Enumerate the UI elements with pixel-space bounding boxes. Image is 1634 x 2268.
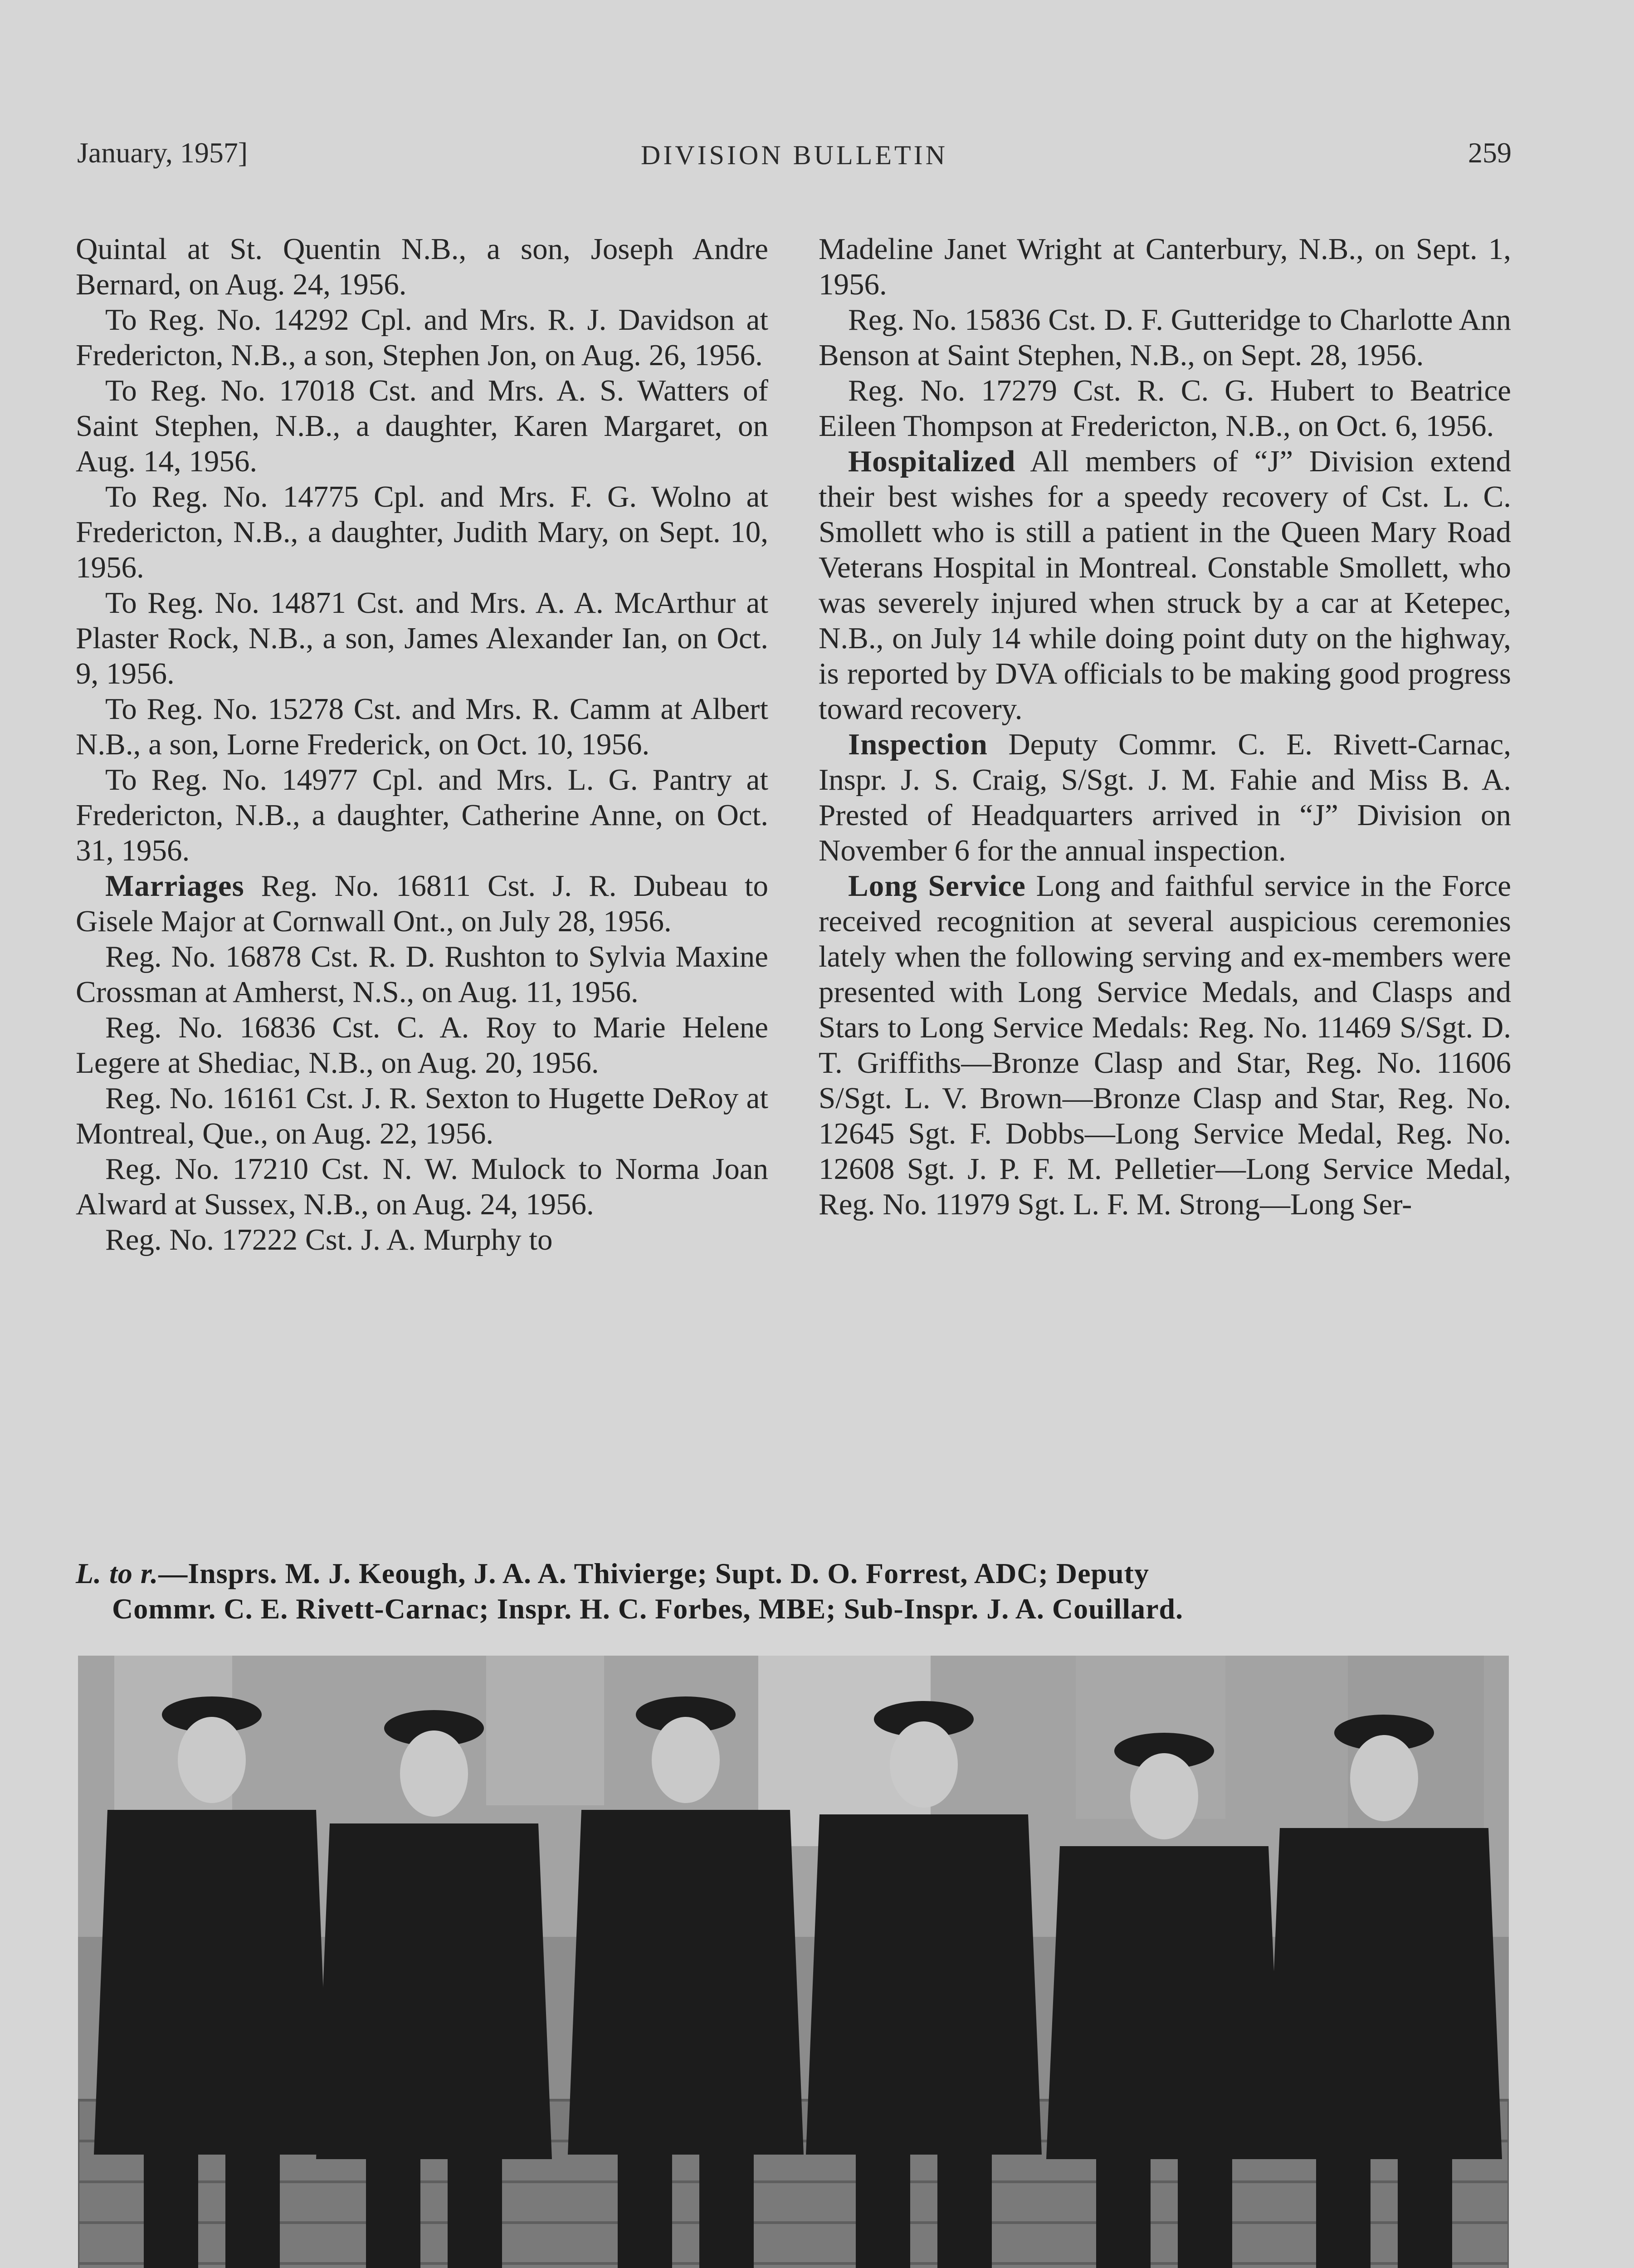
paragraph-text: Long and faithful service in the Force received recognition at several auspicious ceremonies lately when the following serving and ex-members were presented with Long Service Medals, and Clasps and Stars to Long Service Medals: Reg. No. 11469 S/Sgt. D. T. Griffiths—Bronze Clasp and Star, Reg. No. 11606 S/Sgt. L. V. Brown—Bronze Clasp and Star, Reg. No. 12645 Sgt. F. Dobbs—Long Service Medal, Reg. No. 12608 Sgt. J. P. F. M. Pelletier—Long Service Medal, Reg. No. 11979 Sgt. L. F. M. Strong—Long Ser- <box>819 869 1511 1221</box>
header-date: January, 1957] <box>77 137 248 169</box>
right_column-paragraph <box>819 868 1511 1222</box>
photo-caption <box>76 1556 1510 1627</box>
paragraph-text: To Reg. No. 14775 Cpl. and Mrs. F. G. Wolno at Fredericton, N.B., a daughter, Judith Mary, on Sept. 10, 1956. <box>76 480 768 584</box>
paragraph-text: Reg. No. 16836 Cst. C. A. Roy to Marie Helene Legere at Shediac, N.B., on Aug. 20, 1956. <box>76 1011 768 1080</box>
right-column <box>819 231 1511 1501</box>
caption-line-2: Commr. C. E. Rivett-Carnac; Inspr. H. C. Forbes, MBE; Sub-Inspr. J. A. Couillard. <box>112 1593 1184 1625</box>
paragraph-text: To Reg. No. 14977 Cpl. and Mrs. L. G. Pantry at Fredericton, N.B., a daughter, Catherine Anne, on Oct. 31, 1956. <box>76 763 768 867</box>
paragraph-text: Deputy Commr. C. E. Rivett-Carnac, Inspr. J. S. Craig, S/Sgt. J. M. Fahie and Miss B. A. Prested of Headquarters arrived in “J” Division on November 6 for the annual inspection. <box>819 728 1511 867</box>
paragraph-text: Quintal at St. Quentin N.B., a son, Joseph Andre Bernard, on Aug. 24, 1956. <box>76 232 768 301</box>
group-photo <box>78 1656 1509 2268</box>
left_column-paragraph <box>76 868 768 939</box>
paragraph-text: Reg. No. 16161 Cst. J. R. Sexton to Hugette DeRoy at Montreal, Que., on Aug. 22, 1956. <box>76 1081 768 1150</box>
paragraph-text: Reg. No. 17279 Cst. R. C. G. Hubert to Beatrice Eileen Thompson at Fredericton, N.B., on Oct. 6, 1956. <box>819 374 1511 443</box>
paragraph-text: Madeline Janet Wright at Canterbury, N.B., on Sept. 1, 1956. <box>819 232 1511 301</box>
right_column-paragraph <box>819 302 1511 373</box>
group-photo-illustration <box>78 1656 1509 2268</box>
left_column-paragraph <box>76 479 768 585</box>
paragraph-text: To Reg. No. 14292 Cpl. and Mrs. R. J. Davidson at Fredericton, N.B., a son, Stephen Jon, on Aug. 26, 1956. <box>76 303 768 372</box>
page-number: 259 <box>1468 137 1512 169</box>
paragraph-text: To Reg. No. 15278 Cst. and Mrs. R. Camm at Albert N.B., a son, Lorne Frederick, on Oct. 10, 1956. <box>76 692 768 761</box>
right_column-paragraph <box>819 231 1511 302</box>
paragraph-text: Reg. No. 16878 Cst. R. D. Rushton to Sylvia Maxine Crossman at Amherst, N.S., on Aug. 11, 1956. <box>76 940 768 1009</box>
left_column-paragraph <box>76 1080 768 1151</box>
left_column-paragraph <box>76 1151 768 1222</box>
section-heading: Inspection <box>848 728 988 761</box>
paragraph-text: Reg. No. 17222 Cst. J. A. Murphy to <box>105 1223 553 1256</box>
left_column-paragraph <box>76 585 768 691</box>
running-header <box>77 136 1512 186</box>
left_column-paragraph <box>76 939 768 1010</box>
caption-line-1: —Insprs. M. J. Keough, J. A. A. Thivierge; Supt. D. O. Forrest, ADC; Deputy <box>158 1557 1149 1589</box>
paragraph-text: To Reg. No. 17018 Cst. and Mrs. A. S. Watters of Saint Stephen, N.B., a daughter, Karen Margaret, on Aug. 14, 1956. <box>76 374 768 478</box>
right_column-paragraph <box>819 727 1511 868</box>
left-column <box>76 231 768 1501</box>
left_column-paragraph <box>76 373 768 479</box>
left_column-paragraph <box>76 231 768 302</box>
left_column-paragraph <box>76 691 768 762</box>
left_column-paragraph <box>76 1010 768 1080</box>
section-heading: Marriages <box>105 869 244 903</box>
paragraph-text: Reg. No. 15836 Cst. D. F. Gutteridge to Charlotte Ann Benson at Saint Stephen, N.B., on Sept. 28, 1956. <box>819 303 1511 372</box>
paragraph-text: Reg. No. 16811 Cst. J. R. Dubeau to Gisele Major at Cornwall Ont., on July 28, 1956. <box>76 869 768 938</box>
paragraph-text: All members of “J” Division extend their best wishes for a speedy recovery of Cst. L. C. Smollett who is still a patient in the Queen Mary Road Veterans Hospital in Montreal. Constable Smollett, who was severely injured when struck by a car at Ketepec, N.B., on July 14 while doing point duty on the highway, is reported by DVA officials to be making good progress toward recovery. <box>819 445 1511 726</box>
section-heading: Hospitalized <box>848 445 1016 478</box>
paragraph-text: Reg. No. 17210 Cst. N. W. Mulock to Norma Joan Alward at Sussex, N.B., on Aug. 24, 1956. <box>76 1152 768 1221</box>
right_column-paragraph <box>819 444 1511 727</box>
caption-label: L. to r. <box>76 1557 159 1589</box>
section-heading: Long Service <box>848 869 1026 903</box>
left_column-paragraph <box>76 1222 768 1257</box>
left_column-paragraph <box>76 762 768 868</box>
right_column-paragraph <box>819 373 1511 444</box>
left_column-paragraph <box>76 302 768 373</box>
header-title: DIVISION BULLETIN <box>641 140 948 170</box>
paragraph-text: To Reg. No. 14871 Cst. and Mrs. A. A. McArthur at Plaster Rock, N.B., a son, James Alexander Ian, on Oct. 9, 1956. <box>76 586 768 690</box>
